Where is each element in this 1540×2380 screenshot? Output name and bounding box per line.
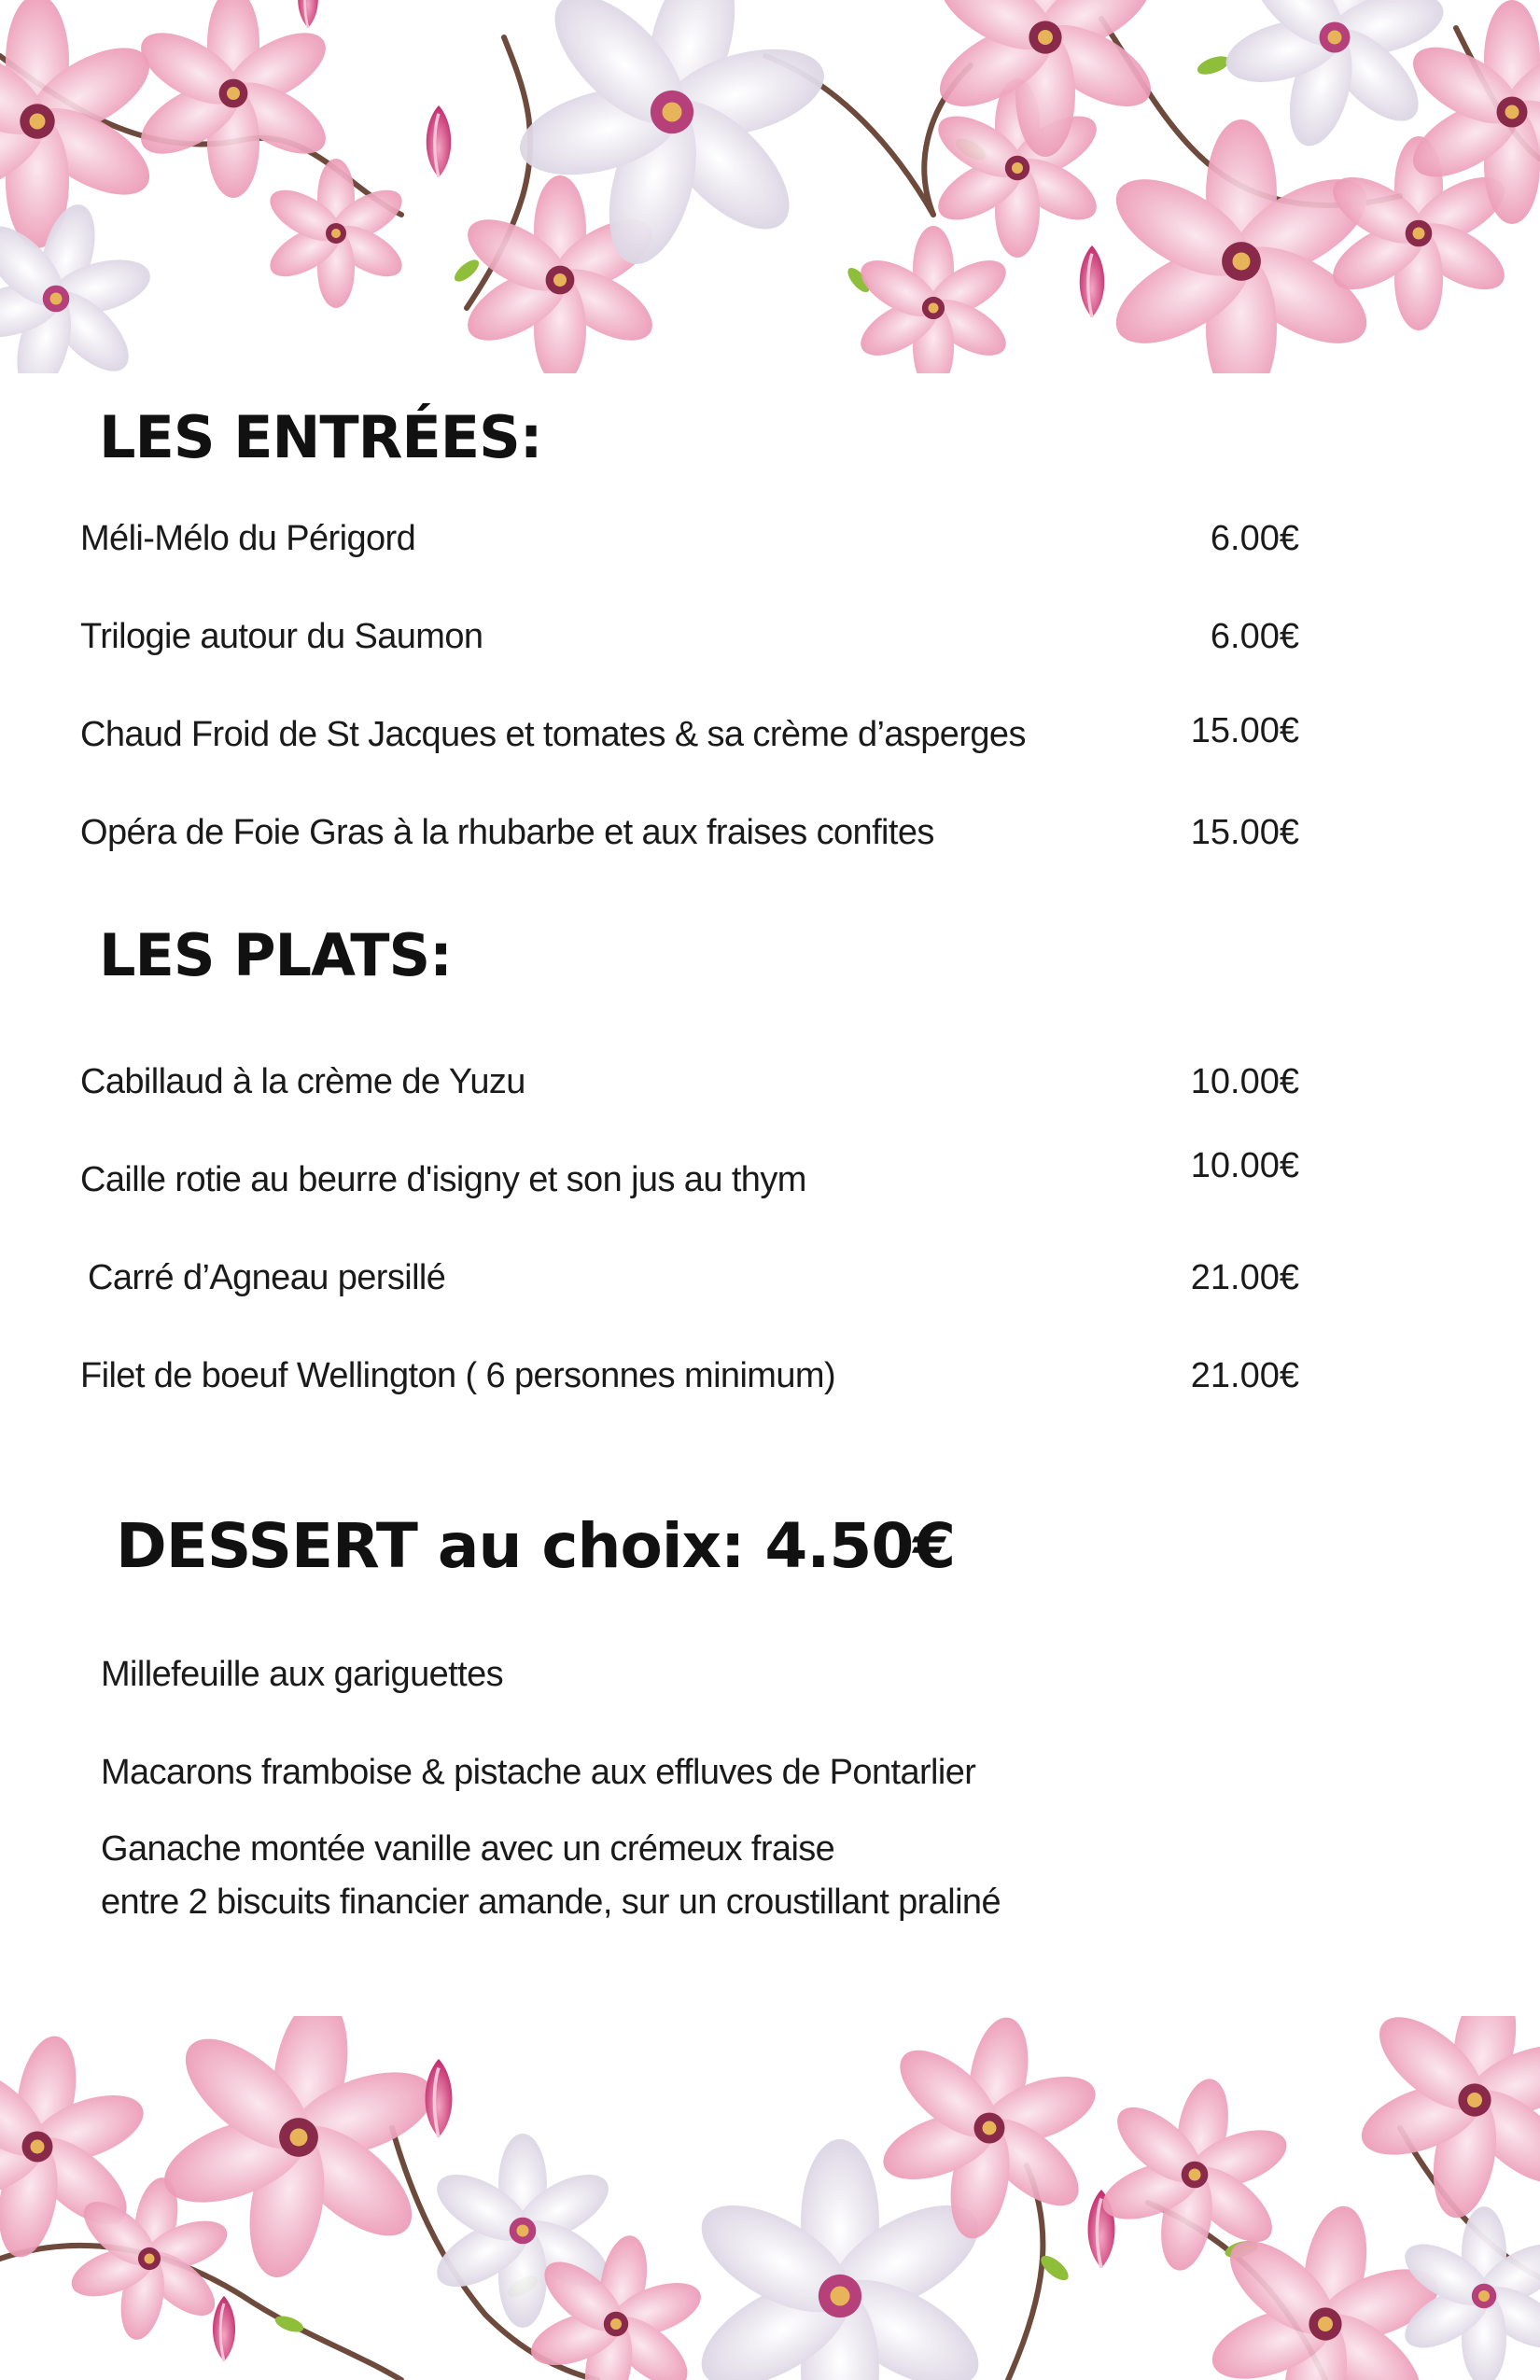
section-title-plats: LES PLATS: [99, 921, 452, 989]
menu-item-name: Caille rotie au beurre d'isigny et son jus au thym [80, 1160, 806, 1199]
menu-item-name: Filet de boeuf Wellington ( 6 personnes minimum) [80, 1356, 836, 1395]
dessert-item: Macarons framboise & pistache aux effluves de Pontarlier [101, 1753, 976, 1792]
menu-item-price: 6.00€ [1210, 617, 1299, 656]
dessert-item: entre 2 biscuits financier amande, sur un croustillant praliné [101, 1883, 1001, 1922]
magnolia-branches-icon [0, 2016, 1540, 2380]
menu-item-name: Trilogie autour du Saumon [80, 617, 483, 656]
menu-item-price: 10.00€ [1190, 1146, 1299, 1185]
menu-item-name: Cabillaud à la crème de Yuzu [80, 1062, 525, 1101]
section-title-entrees: LES ENTRÉES: [99, 403, 542, 471]
menu-item-name: Carré d’Agneau persillé [88, 1258, 446, 1297]
dessert-item: Ganache montée vanille avec un crémeux fraise [101, 1829, 835, 1869]
menu-item-name: Opéra de Foie Gras à la rhubarbe et aux fraises confites [80, 813, 934, 852]
floral-banner-top [0, 0, 1540, 373]
floral-banner-bottom [0, 2016, 1540, 2380]
menu-item-price: 6.00€ [1210, 519, 1299, 558]
magnolia-branches-icon [0, 0, 1540, 373]
menu-item-price: 21.00€ [1190, 1258, 1299, 1297]
menu-item-price: 15.00€ [1190, 711, 1299, 750]
section-title-desserts: DESSERT au choix: 4.50€ [116, 1510, 956, 1582]
menu-item-price: 15.00€ [1190, 813, 1299, 852]
menu-item-name: Méli-Mélo du Périgord [80, 519, 416, 558]
dessert-item: Millefeuille aux gariguettes [101, 1655, 503, 1694]
menu-item-price: 21.00€ [1190, 1356, 1299, 1395]
menu-item-price: 10.00€ [1190, 1062, 1299, 1101]
menu-item-name: Chaud Froid de St Jacques et tomates & sa crème d’asperges [80, 715, 1026, 754]
